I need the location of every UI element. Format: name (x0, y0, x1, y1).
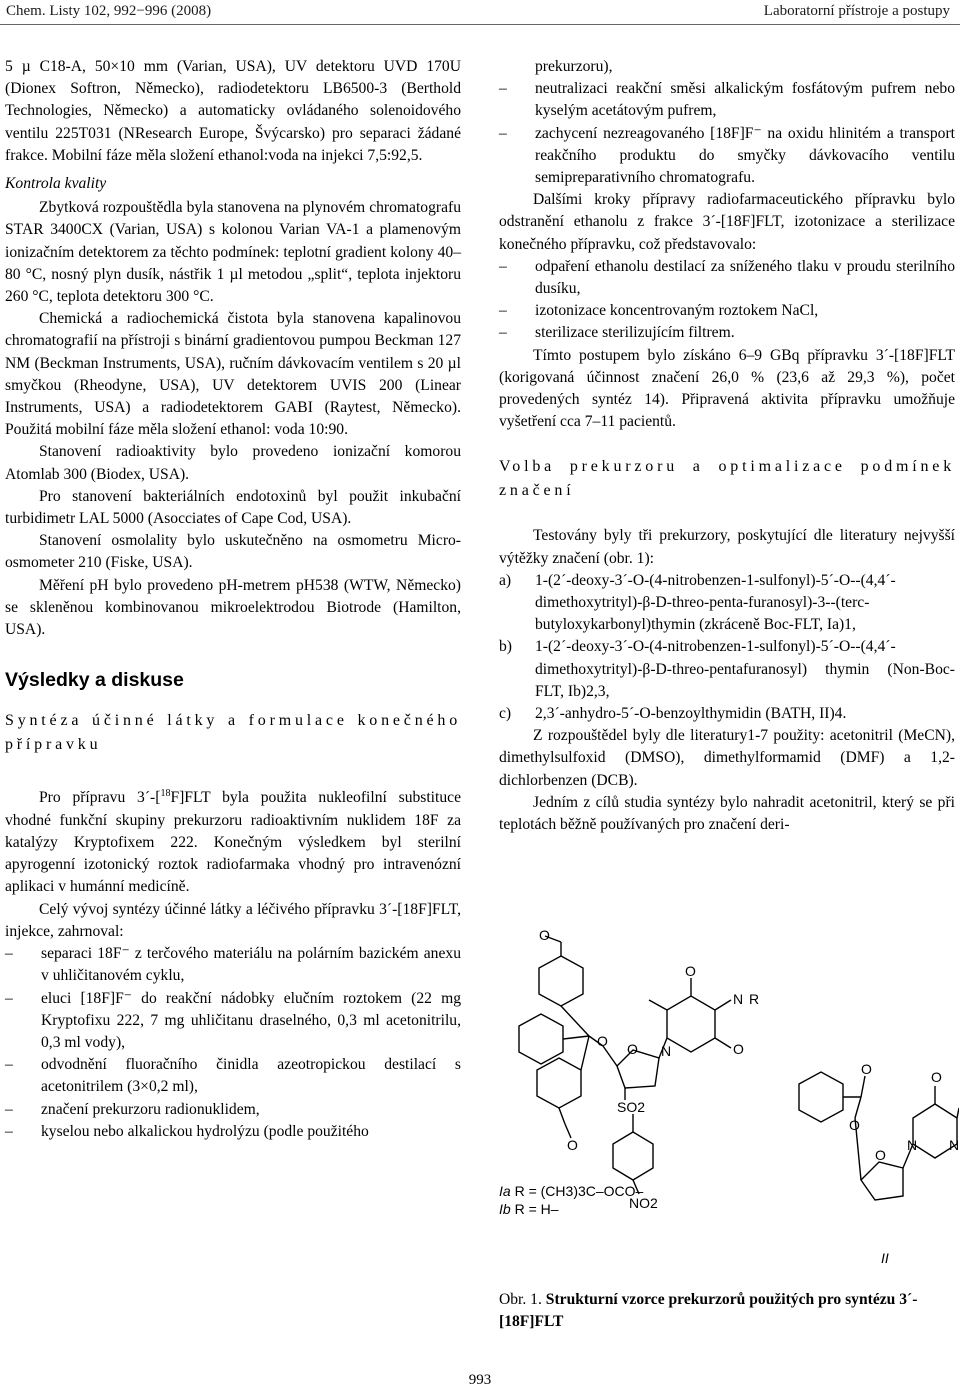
list-item: – separaci 18F⁻ z terčového materiálu na polárním bazickém anexu v uhličitanovém cyklu, (5, 943, 461, 987)
list-item: – značení prekurzoru radionuklidem, (5, 1099, 461, 1121)
methoxyphenyl-ring-top (539, 936, 583, 1006)
list-item: – sterilizace sterilizujícím filtrem. (499, 322, 955, 344)
caption-label: Obr. 1. (499, 1291, 542, 1308)
atom-NO2: NO2 (629, 1195, 658, 1211)
thymine-ring-Ia (649, 978, 731, 1052)
label-II: II (881, 1250, 889, 1266)
list-item: – odvodnění fluoračního činidla azeotropickou destilací s acetonitrilem (3×0,2 ml), (5, 1054, 461, 1098)
label-Ib: Ib (499, 1201, 511, 1217)
atom-O: O (597, 1033, 608, 1049)
paragraph: Stanovení radioaktivity bylo provedeno ionizační komorou Atomlab 300 (Biodex, USA). (5, 443, 461, 483)
atom-N: N (733, 991, 744, 1007)
subsection-heading: Volba prekurzoru a optimalizace podmínek značení (499, 458, 955, 500)
paragraph: Chemická a radiochemická čistota byla stanovena kapalinovou chromatografií na přístroji s binární gradientovou pumpou Beckman 127 NM (Beckman Instruments, USA), ručním dávkovacím ventilem s 20 µl smyčkou (Rheodyne, USA), UV detektorem UVIS 200 (Linear Instruments, USA) a radiodetektorem GABI (Raytest, Německo). Použitá mobilní fáze měla složení ethanol: voda 10:90. (5, 310, 461, 439)
list-item: b) 1-(2´-deoxy-3´-O-(4-nitrobenzen-1-sulfonyl)-5´-O--(4,4´-dimethoxytrityl)-β-D-threo-pentafuranosyl) thymin (Non-Boc-FLT, Ib)2,3, (499, 638, 955, 700)
paragraph: Zbytková rozpouštědla byla stanovena na plynovém chromatografu STAR 3400CX (Varian, USA) s kolonou Varian VA-1 a plamenovým ionizačním detektorem za těchto podmínek: teplotní gradient kolony 40–80 °C, nosný plyn dusík, nástřik 1 µl metodou „split“, teplota injektoru 260 °C, teplota detektoru 300 °C. (5, 199, 461, 306)
list-item: – kyselou nebo alkalickou hydrolýzu (podle použitého (5, 1121, 461, 1143)
atom-O: O (627, 1041, 638, 1057)
caption-text: Strukturní vzorce prekurzorů použitých pro syntézu 3´-[18F]FLT (499, 1291, 918, 1330)
running-header (0, 0, 960, 24)
paragraph: Z rozpouštědel byly dle literatury1-7 použity: acetonitril (MeCN), dimethylsulfoxid (DMSO), dimethylformamid (DMF) a 1,2-dichlorbenzen (DCB). (499, 727, 955, 789)
benzoyl-ring-II (799, 1072, 865, 1122)
paragraph: Stanovení osmolality bylo uskutečněno na osmometru Micro-osmometer 210 (Fiske, USA). (5, 532, 461, 572)
atom-N: N (949, 1137, 959, 1153)
label-Ia: Ia (499, 1183, 511, 1199)
paragraph: Pro stanovení bakteriálních endotoxinů byl použit inkubační turbidimetr LAL 5000 (Asocciates of Cape Cod, USA). (5, 487, 461, 528)
structure-legend-Ia-Ib (499, 1182, 643, 1218)
atom-N: N (907, 1137, 918, 1153)
subsection-heading: Syntéza účinné látky a formulace konečného přípravku (5, 712, 461, 754)
paragraph: Testovány byly tři prekurzory, poskytující dle literatury nejvyšší výtěžky značení (obr. 1): (499, 527, 955, 567)
paragraph: Celý vývoj syntézy účinné látky a léčivého přípravku 3´-[18F]FLT, injekce, zahrnoval: (5, 900, 461, 940)
figure-caption (499, 1289, 959, 1333)
list-item: – neutralizaci reakční směsi alkalickým fosfátovým pufrem nebo kyselým acetátovým pufrem, (499, 78, 955, 122)
right-column (499, 56, 955, 836)
list-item: – odpaření ethanolu destilací za sníženého tlaku v proudu sterilního dusíku, (499, 256, 955, 300)
figure-structures (499, 918, 959, 1328)
list-item: – zachycení nezreagovaného [18F]F⁻ na oxidu hlinitém a transport reakčního produktu do smyčky dávkovacího ventilu semipreparativního chromatografu. (499, 123, 955, 190)
atom-O: O (539, 927, 550, 943)
page-number: 993 (468, 1372, 492, 1388)
atom-labels (539, 927, 959, 1211)
section-heading: Výsledky a diskuse (5, 669, 184, 692)
list-item: – eluci [18F]F⁻ do reakční nádobky elučním roztokem (22 mg Kryptofixu 222, 7 mg uhličitanu draselného, 0,3 ml acetonitrilu, 0,3 ml vody), (5, 988, 461, 1055)
atom-R: R (749, 991, 760, 1007)
phenyl-ring-left (519, 1014, 563, 1064)
paragraph: Tímto postupem bylo získáno 6–9 GBq přípravku 3´-[18F]FLT (korigovaná účinnost značení 26,0 % (23,6 až 29,3 %), počet provedených syntéz 14). Připravená aktivita přípravku umožňuje vyšetření cca 7–11 pacientů. (499, 346, 955, 431)
list-item: c) 2,3´-anhydro-5´-O-benzoylthymidin (BATH, II)4. (499, 705, 847, 723)
paragraph: prekurzoru), (535, 58, 613, 75)
header-rule (0, 24, 960, 25)
label-Ia-text: R = (CH3)3C–OCO– (514, 1183, 644, 1199)
paragraph: Měření pH bylo provedeno pH-metrem pH538 (WTW, Německo) se skleněnou kombinovanou mikroelektrodou Biotrode (Hamilton, USA). (5, 576, 461, 639)
atom-O: O (849, 1117, 860, 1133)
subheading-kontrola: Kontrola kvality (5, 175, 107, 193)
paragraph: Jedním z cílů studia syntézy bylo nahradit acetonitril, který se při teplotách běžně používaných pro značení deri- (499, 793, 955, 834)
atom-O: O (567, 1137, 578, 1153)
list-item: – izotonizace koncentrovaným roztokem NaCl, (499, 300, 955, 322)
journal-citation: Chem. Listy 102, 992−996 (2008) (6, 3, 212, 19)
paragraph: 5 µ C18-A, 50×10 mm (Varian, USA), UV detektoru UVD 170U (Dionex Softron, Německo), radiodetektoru LB6500-3 (Berthold Technologies, Německo) a automaticky ovládaného solenoidového ventilu 225T031 (NResearch Europe, Švýcarsko) pro separaci žádané frakce. Mobilní fáze měla složení ethanol:voda na injekci 7,5:92,5. (5, 58, 461, 164)
atom-O: O (861, 1061, 872, 1077)
atom-O: O (875, 1147, 886, 1163)
list-item: a) 1-(2´-deoxy-3´-O-(4-nitrobenzen-1-sulfonyl)-5´-O--(4,4´-dimethoxytrityl)-β-D-threo-penta-furanosyl)-3--(terc-butyloxykarbonyl)thymin (zkráceně Boc-FLT, Ia)1, (499, 571, 896, 634)
atom-SO2: SO2 (617, 1099, 646, 1115)
atom-O: O (931, 1069, 942, 1085)
atom-O: O (733, 1041, 744, 1057)
atom-N: N (661, 1043, 672, 1059)
paragraph: Pro přípravu 3´-[$^{18}$F]FLT byla použita nukleofilní substituce vhodné funkční skupiny prekurzoru radioaktivním nuklidem 18F za katalýzy Kryptofixem 222. Konečným výsledkem byl sterilní apyrogenní izotonický roztok radiofarmaka vhodný pro intravenózní aplikaci v humánní medicíně. (5, 788, 461, 896)
methoxyphenyl-ring-bottom (537, 1058, 581, 1138)
atom-O: O (685, 963, 696, 979)
label-Ib-text: R = H– (514, 1201, 559, 1217)
section-name: Laboratorní přístroje a postupy (763, 3, 950, 19)
paragraph: Dalšími kroky přípravy radiofarmaceutického přípravku bylo odstranění ethanolu z frakce 3´-[18F]FLT, izotonizace a sterilizace konečného přípravku, což představovalo: (499, 191, 955, 253)
left-column (5, 56, 461, 1143)
